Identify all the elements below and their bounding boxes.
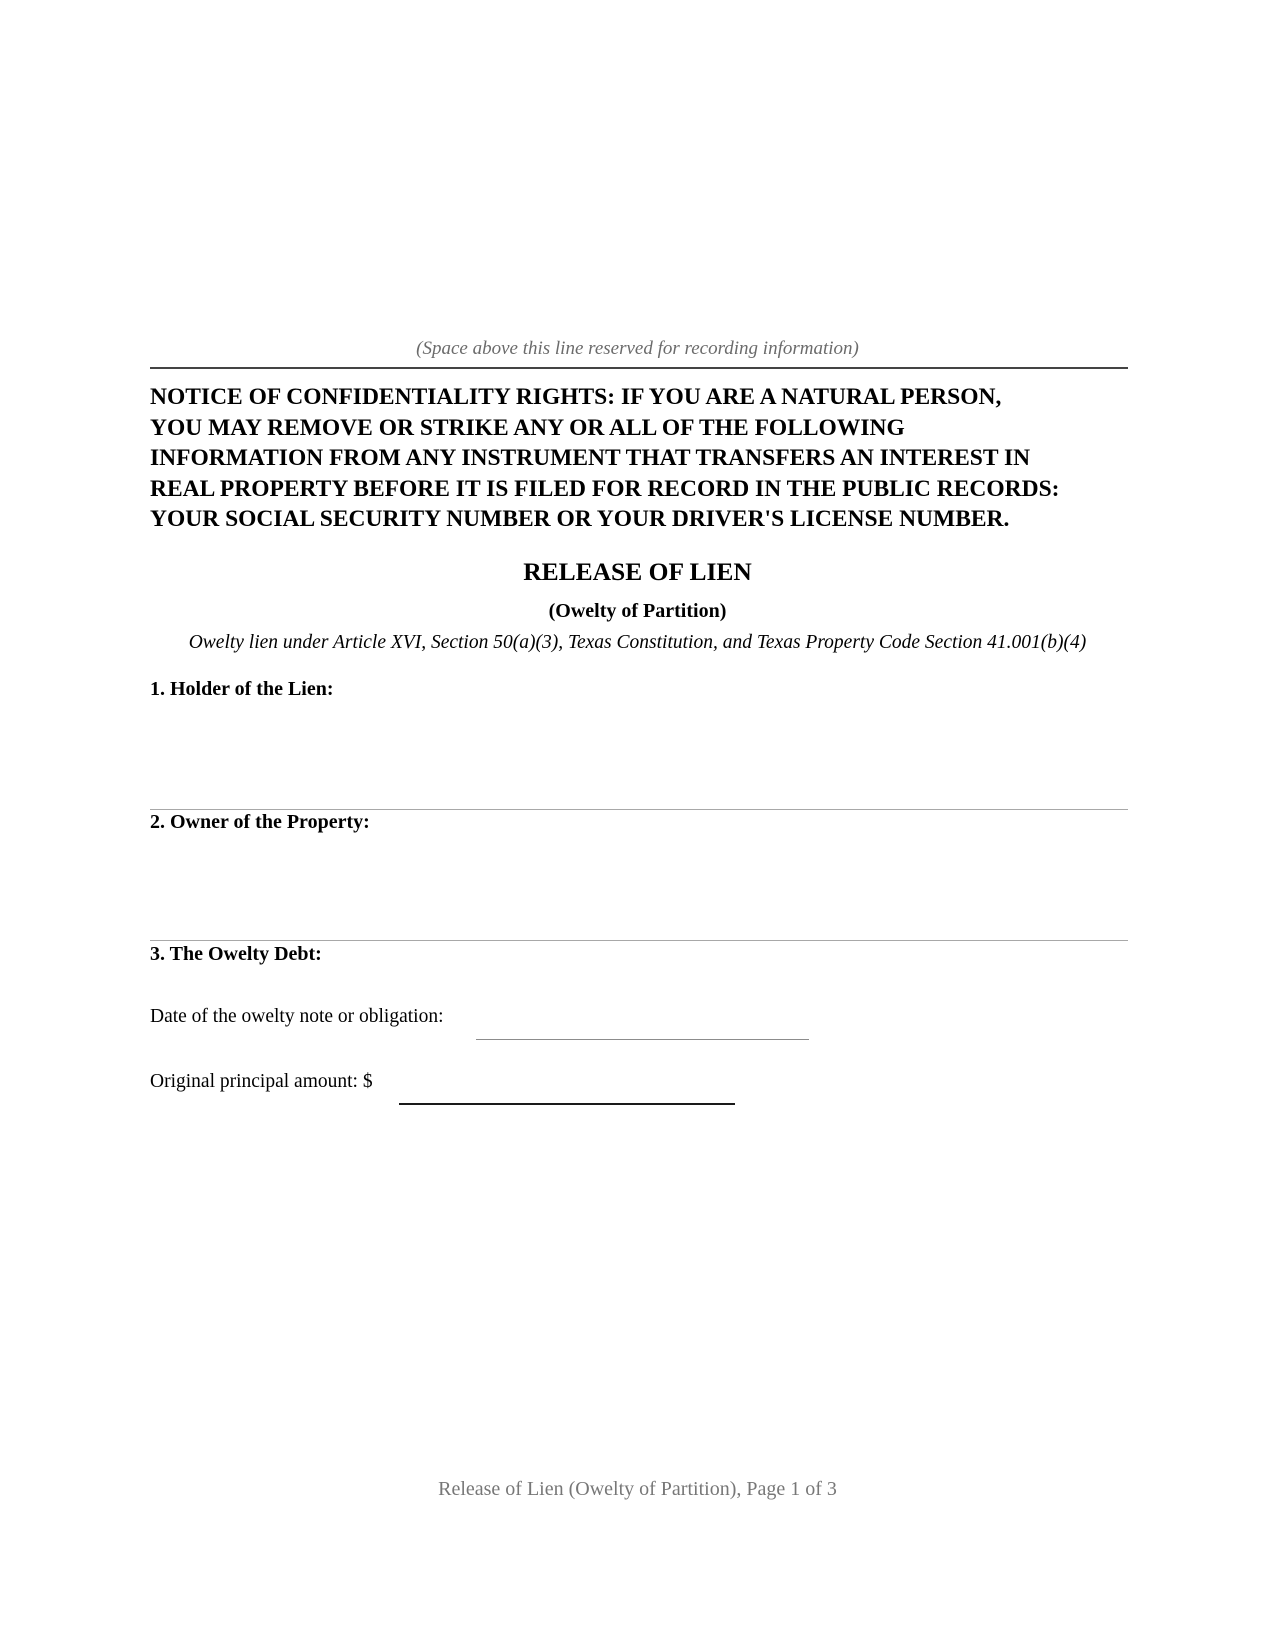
notice-line: INFORMATION FROM ANY INSTRUMENT THAT TRANSFERS AN INTEREST IN	[150, 445, 1031, 471]
legal-authority-line: Owelty lien under Article XVI, Section 50(a)(3), Texas Constitution, and Texas Property Code Section 41.001(b)(4)	[188, 632, 1087, 653]
notice-line: YOU MAY REMOVE OR STRIKE ANY OR ALL OF THE FOLLOWING	[150, 414, 905, 441]
recording-divider	[150, 367, 1128, 369]
confidentiality-notice	[150, 382, 1140, 535]
page-footer: Release of Lien (Owelty of Partition), Page 1 of 3	[438, 1478, 837, 1500]
recording-space-note: (Space above this line reserved for recording information)	[416, 338, 859, 359]
document-subtitle: (Owelty of Partition)	[548, 600, 727, 622]
notice-line: REAL PROPERTY BEFORE IT IS FILED FOR RECORD IN THE PUBLIC RECORDS:	[150, 475, 1060, 502]
section-holder-heading: 1. Holder of the Lien:	[150, 678, 334, 700]
notice-line: NOTICE OF CONFIDENTIALITY RIGHTS: IF YOU ARE A NATURAL PERSON,	[150, 384, 1002, 410]
notice-line: YOUR SOCIAL SECURITY NUMBER OR YOUR DRIVER'S LICENSE NUMBER.	[150, 506, 1010, 532]
section-owner-heading: 2. Owner of the Property:	[150, 811, 370, 833]
owelty-date-label: Date of the owelty note or obligation:	[150, 1006, 444, 1027]
principal-amount-label: Original principal amount: $	[150, 1071, 373, 1092]
principal-amount-field[interactable]	[399, 1103, 735, 1105]
owelty-date-field[interactable]	[476, 1039, 809, 1040]
document-title: RELEASE OF LIEN	[523, 557, 752, 586]
section-debt-heading: 3. The Owelty Debt:	[150, 943, 322, 965]
